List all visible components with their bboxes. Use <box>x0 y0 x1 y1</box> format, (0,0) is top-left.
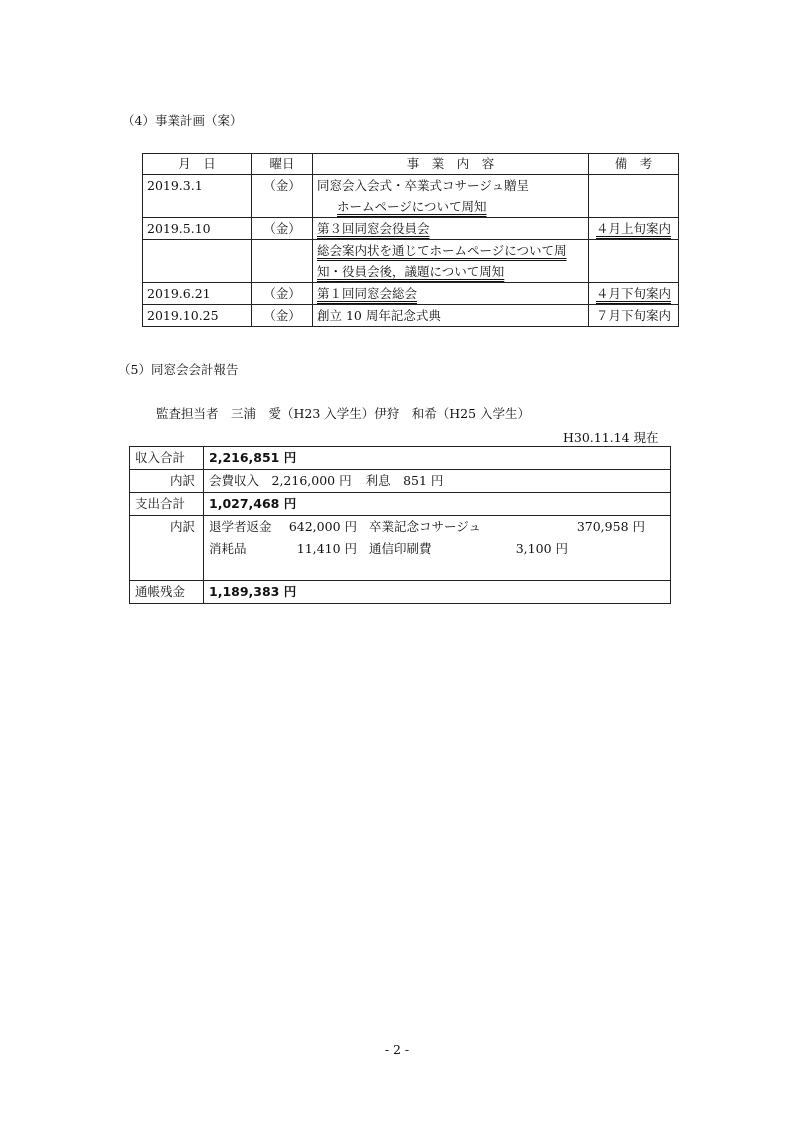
row-content-line: 総会案内状を通じてホームページについて周 <box>317 243 567 258</box>
row-content <box>313 218 589 240</box>
table-row <box>143 305 679 327</box>
table-row <box>143 175 679 218</box>
row-weekday: （金） <box>252 175 313 218</box>
expense-item-name: 退学者返金 <box>209 519 272 534</box>
income-breakdown <box>204 470 671 493</box>
balance-label: 通帳残金 <box>130 581 204 604</box>
row-note: ７月下旬案内 <box>589 305 679 327</box>
row-note-text: ４月上旬案内 <box>595 221 671 236</box>
table-row <box>143 283 679 305</box>
page-number: - 2 - <box>384 1042 410 1057</box>
income-item: 利息 851 円 <box>365 473 444 488</box>
row-date: 2019.10.25 <box>143 305 252 327</box>
business-plan-table <box>142 153 679 327</box>
expense-item-name: 消耗品 <box>209 541 247 556</box>
row-content <box>313 283 589 305</box>
expense-item-amount: 642,000 円 <box>288 519 357 534</box>
income-breakdown-label: 内訳 <box>130 470 204 493</box>
section-4-heading: （4）事業計画（案） <box>122 113 243 128</box>
row-content-line: 知・役員会後，議題について周知 <box>317 264 505 279</box>
expense-total-row <box>130 493 671 516</box>
table-row <box>143 218 679 240</box>
expense-item-name: 通信印刷費 <box>369 541 432 556</box>
income-total: 2,216,851 円 <box>204 447 671 470</box>
expense-breakdown-label: 内訳 <box>130 516 204 581</box>
row-content-line: 同窓会入会式・卒業式コサージュ贈呈 <box>317 178 530 193</box>
row-weekday: （金） <box>252 218 313 240</box>
expense-item-amount: 11,410 円 <box>296 541 357 556</box>
row-weekday: （金） <box>252 283 313 305</box>
row-note <box>589 240 679 283</box>
row-content-line: 第３回同窓会役員会 <box>317 221 430 236</box>
expense-item-amount: 370,958 円 <box>576 519 645 534</box>
row-note <box>589 175 679 218</box>
as-of-date: H30.11.14 現在 <box>563 430 659 445</box>
expense-item-name: 卒業記念コサージュ <box>369 519 482 534</box>
table-header-row <box>143 154 679 175</box>
row-note-text: ４月下旬案内 <box>595 286 671 301</box>
expense-item-amount: 3,100 円 <box>515 541 568 556</box>
expense-total: 1,027,468 円 <box>204 493 671 516</box>
row-date <box>143 240 252 283</box>
balance-total: 1,189,383 円 <box>204 581 671 604</box>
row-content <box>313 240 589 283</box>
header-note: 備 考 <box>589 154 679 175</box>
row-content <box>313 175 589 218</box>
table-row <box>143 240 679 283</box>
expense-label: 支出合計 <box>130 493 204 516</box>
row-weekday: （金） <box>252 305 313 327</box>
row-content-line: 第１回同窓会総会 <box>317 286 418 301</box>
row-date: 2019.6.21 <box>143 283 252 305</box>
header-date: 月 日 <box>143 154 252 175</box>
row-weekday <box>252 240 313 283</box>
balance-row <box>130 581 671 604</box>
header-content: 事 業 内 容 <box>313 154 589 175</box>
section-5-heading: （5）同窓会会計報告 <box>118 362 239 377</box>
row-note <box>589 218 679 240</box>
row-content: 創立 10 周年記念式典 <box>313 305 589 327</box>
header-weekday: 曜日 <box>252 154 313 175</box>
income-item: 会費収入 2,216,000 円 <box>209 473 352 488</box>
income-breakdown-row <box>130 470 671 493</box>
income-label: 収入合計 <box>130 447 204 470</box>
income-total-row <box>130 447 671 470</box>
row-note <box>589 283 679 305</box>
row-content-line: ホームページについて周知 <box>337 199 487 214</box>
row-date: 2019.3.1 <box>143 175 252 218</box>
row-date: 2019.5.10 <box>143 218 252 240</box>
auditors-line: 監査担当者 三浦 愛（H23 入学生）伊狩 和希（H25 入学生） <box>156 406 531 421</box>
expense-breakdown-row <box>130 516 671 581</box>
accounting-table <box>129 446 671 604</box>
expense-breakdown <box>204 516 671 581</box>
